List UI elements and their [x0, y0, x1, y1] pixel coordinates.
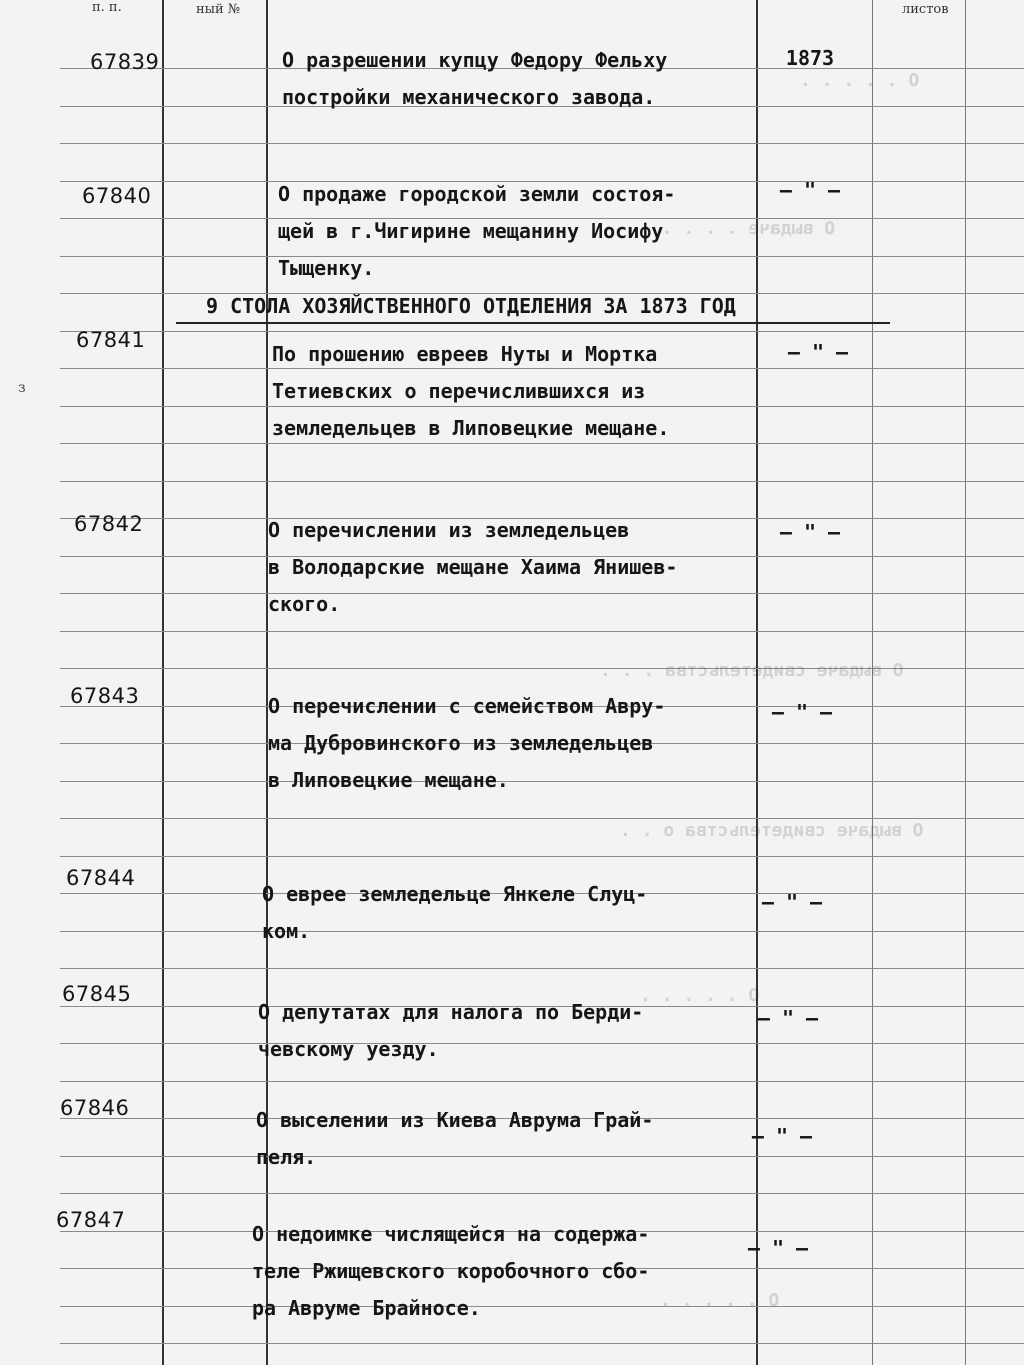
ruled-line — [60, 331, 1024, 332]
entry-title: О перечислении из земледельцев в Володарские мещане Хаима Янишев- ского. — [268, 518, 678, 616]
entry-title: О недоимке числящейся на содержа- теле Ржищевского коробочного сбо- ра Авруме Брайносе. — [252, 1222, 650, 1320]
entry-title: О депутатах для налога по Берди- чевскому уезду. — [258, 1000, 644, 1061]
header-item-number: п. п. — [92, 0, 122, 15]
entry-number: 67842 — [74, 512, 144, 536]
entry-year: – " – — [779, 520, 841, 544]
ruled-line — [60, 856, 1024, 857]
ruled-line — [60, 1193, 1024, 1194]
ruled-line — [60, 818, 1024, 819]
entry-title: О продаже городской земли состоя- щей в г.Чигирине мещанину Иосифу Тыщенку. — [278, 182, 676, 280]
entry-year: – " – — [761, 890, 823, 914]
entry-year: – " – — [787, 340, 849, 364]
ruled-line — [60, 968, 1024, 969]
entry-number: 67843 — [70, 684, 140, 708]
entry-title: О еврее земледельце Янкеле Слуц- ком. — [262, 882, 648, 943]
ruled-line — [60, 481, 1024, 482]
entry-year: 1873 — [785, 46, 835, 70]
entry-year: – " – — [751, 1124, 813, 1148]
entry-title: По прошению евреев Нуты и Мортка Тетиевских о перечислившихся из земледельцев в Липовецкие мещане. — [272, 342, 670, 440]
entry-year: – " – — [771, 700, 833, 724]
entry-number: 67845 — [62, 982, 132, 1006]
entry-year: – " – — [747, 1236, 809, 1260]
entry-year: – " – — [757, 1006, 819, 1030]
entry-number: 67847 — [56, 1208, 126, 1232]
entry-number: 67841 — [76, 328, 146, 352]
column-rule — [965, 0, 966, 1365]
archive-ledger-page: п. п. ный № листов О . . . . . О выдаче . . . . . О выдаче свидетельства . . . О выдаче свидетельства о . . О . . . . . О . . . . . з 9 СТОЛА ХОЗЯЙСТВЕННОГО ОТДЕЛЕНИЯ ЗА 1873 ГОД 67839 О разрешении купцу Федору Фельху постройки механического завода. 1873 67840 О продаже городской земли состоя- щей в г.Чигирине мещанину Иосифу Тыщенку. – " – 67841 По прошению евреев Нуты и Мортка Тетиевских о перечислившихся из земледельцев в Липовецкие мещане. – " – 67842 О перечислении из земледельцев в Володарские мещане Хаима Янишев- ского. – " – 67843 О перечислении с семейством Авру- ма Дубровинского из земледельцев в Липовецкие мещане. – " – 67844 О еврее земледельце Янкеле Слуц- ком. – " – 67845 О депутатах для налога по Берди- чевскому уезду. – " – 67846 О выселении из Киева Аврума Грай- пеля. – " – 67847 О недоимке числящейся на содержа- теле Ржищевского коробочного сбо- ра Авруме Брайносе. – " – — [0, 0, 1024, 1365]
entry-number: 67844 — [66, 866, 136, 890]
section-heading: 9 СТОЛА ХОЗЯЙСТВЕННОГО ОТДЕЛЕНИЯ ЗА 1873 ГОД — [206, 294, 736, 318]
header-sheets: листов — [902, 2, 949, 17]
header-archive-number: ный № — [196, 2, 241, 17]
entry-year: – " – — [779, 178, 841, 202]
ruled-line — [60, 631, 1024, 632]
ruled-line — [60, 143, 1024, 144]
entry-number: 67840 — [82, 184, 152, 208]
column-rule — [872, 0, 873, 1365]
entry-title: О разрешении купцу Федору Фельху постройки механического завода. — [282, 48, 668, 109]
entry-number: 67846 — [60, 1096, 130, 1120]
ruled-line — [60, 1081, 1024, 1082]
margin-mark: з — [18, 380, 26, 396]
entry-title: О перечислении с семейством Авру- ма Дубровинского из земледельцев в Липовецкие мещане. — [268, 694, 666, 792]
entry-title: О выселении из Киева Аврума Грай- пеля. — [256, 1108, 654, 1169]
entry-number: 67839 — [90, 50, 160, 74]
section-underline — [176, 322, 890, 324]
ruled-line — [60, 1343, 1024, 1344]
